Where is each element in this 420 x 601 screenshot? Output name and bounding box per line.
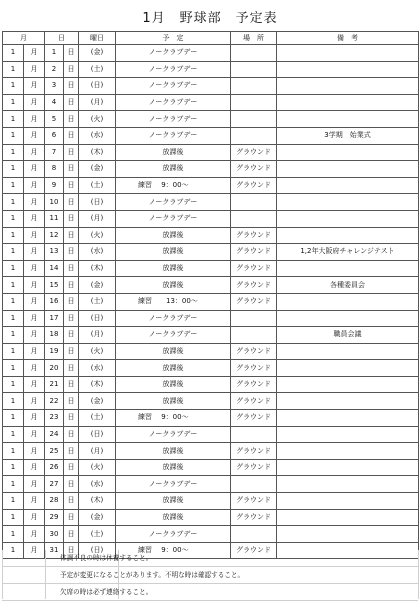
month-cell: 1 xyxy=(3,509,24,526)
plan-cell: ノークラブデー xyxy=(116,61,231,78)
day-unit-cell: 日 xyxy=(64,78,79,95)
place-cell: グラウンド xyxy=(231,393,277,410)
month-cell: 1 xyxy=(3,327,24,344)
remark-cell xyxy=(277,227,419,244)
day-unit-cell: 日 xyxy=(64,127,79,144)
remark-cell xyxy=(277,376,419,393)
month-cell: 1 xyxy=(3,194,24,211)
remark-cell xyxy=(277,410,419,427)
remark-cell xyxy=(277,177,419,194)
place-cell: グラウンド xyxy=(231,293,277,310)
day-unit-cell: 日 xyxy=(64,376,79,393)
place-cell: グラウンド xyxy=(231,443,277,460)
weekday-cell: (金) xyxy=(79,509,116,526)
table-row xyxy=(3,144,419,161)
place-cell: グラウンド xyxy=(231,260,277,277)
month-cell: 1 xyxy=(3,542,24,559)
header-plan: 予 定 xyxy=(116,32,231,45)
day-unit-cell: 日 xyxy=(64,509,79,526)
month-unit-cell: 月 xyxy=(24,210,45,227)
day-cell: 5 xyxy=(45,111,64,128)
weekday-cell: (木) xyxy=(79,376,116,393)
day-cell: 6 xyxy=(45,127,64,144)
weekday-cell: (月) xyxy=(79,210,116,227)
month-unit-cell: 月 xyxy=(24,393,45,410)
month-unit-cell: 月 xyxy=(24,227,45,244)
month-unit-cell: 月 xyxy=(24,426,45,443)
plan-cell: 放課後 xyxy=(116,277,231,294)
day-cell: 29 xyxy=(45,509,64,526)
table-row xyxy=(3,111,419,128)
place-cell xyxy=(231,194,277,211)
day-cell: 10 xyxy=(45,194,64,211)
month-cell: 1 xyxy=(3,244,24,261)
place-cell xyxy=(231,78,277,95)
month-unit-cell: 月 xyxy=(24,45,45,62)
plan-cell: 放課後 xyxy=(116,443,231,460)
day-unit-cell: 日 xyxy=(64,443,79,460)
table-header-row xyxy=(3,32,419,45)
month-unit-cell: 月 xyxy=(24,360,45,377)
day-cell: 27 xyxy=(45,476,64,493)
day-unit-cell: 日 xyxy=(64,393,79,410)
day-unit-cell: 日 xyxy=(64,45,79,62)
weekday-cell: (水) xyxy=(79,360,116,377)
day-unit-cell: 日 xyxy=(64,493,79,510)
place-cell: グラウンド xyxy=(231,509,277,526)
header-month: 月 xyxy=(3,32,45,45)
month-cell: 1 xyxy=(3,293,24,310)
day-unit-cell: 日 xyxy=(64,111,79,128)
month-cell: 1 xyxy=(3,443,24,460)
table-row xyxy=(3,94,419,111)
remark-cell xyxy=(277,393,419,410)
day-cell: 4 xyxy=(45,94,64,111)
day-cell: 17 xyxy=(45,310,64,327)
table-row xyxy=(3,61,419,78)
day-unit-cell: 日 xyxy=(64,410,79,427)
month-cell: 1 xyxy=(3,45,24,62)
place-cell xyxy=(231,426,277,443)
day-unit-cell: 日 xyxy=(64,194,79,211)
remark-cell xyxy=(277,45,419,62)
day-cell: 18 xyxy=(45,327,64,344)
weekday-cell: (月) xyxy=(79,94,116,111)
plan-cell: 放課後 xyxy=(116,161,231,178)
weekday-cell: (火) xyxy=(79,459,116,476)
place-cell xyxy=(231,327,277,344)
weekday-cell: (木) xyxy=(79,260,116,277)
weekday-cell: (土) xyxy=(79,410,116,427)
table-row xyxy=(3,376,419,393)
place-cell: グラウンド xyxy=(231,493,277,510)
month-unit-cell: 月 xyxy=(24,293,45,310)
grid-line xyxy=(418,550,419,599)
day-unit-cell: 日 xyxy=(64,210,79,227)
place-cell: グラウンド xyxy=(231,343,277,360)
note-item: 欠席の時は必ず連絡すること。 xyxy=(2,584,418,601)
day-cell: 22 xyxy=(45,393,64,410)
plan-cell: ノークラブデー xyxy=(116,45,231,62)
weekday-cell: (火) xyxy=(79,227,116,244)
day-cell: 26 xyxy=(45,459,64,476)
day-cell: 8 xyxy=(45,161,64,178)
month-unit-cell: 月 xyxy=(24,327,45,344)
place-cell: グラウンド xyxy=(231,459,277,476)
plan-cell: ノークラブデー xyxy=(116,426,231,443)
month-cell: 1 xyxy=(3,410,24,427)
header-weekday: 曜日 xyxy=(79,32,116,45)
remark-cell xyxy=(277,343,419,360)
table-row xyxy=(3,260,419,277)
place-cell: グラウンド xyxy=(231,144,277,161)
month-cell: 1 xyxy=(3,78,24,95)
day-unit-cell: 日 xyxy=(64,227,79,244)
plan-cell: 放課後 xyxy=(116,509,231,526)
table-row xyxy=(3,45,419,62)
weekday-cell: (金) xyxy=(79,393,116,410)
day-unit-cell: 日 xyxy=(64,426,79,443)
day-cell: 14 xyxy=(45,260,64,277)
month-unit-cell: 月 xyxy=(24,526,45,543)
month-unit-cell: 月 xyxy=(24,244,45,261)
day-unit-cell: 日 xyxy=(64,260,79,277)
remark-cell xyxy=(277,144,419,161)
weekday-cell: (水) xyxy=(79,244,116,261)
plan-cell: 練習 13：00～ xyxy=(116,293,231,310)
place-cell xyxy=(231,111,277,128)
month-cell: 1 xyxy=(3,61,24,78)
weekday-cell: (土) xyxy=(79,61,116,78)
month-unit-cell: 月 xyxy=(24,177,45,194)
plan-cell: ノークラブデー xyxy=(116,526,231,543)
table-row xyxy=(3,293,419,310)
month-cell: 1 xyxy=(3,360,24,377)
month-cell: 1 xyxy=(3,343,24,360)
place-cell xyxy=(231,310,277,327)
month-unit-cell: 月 xyxy=(24,277,45,294)
header-day: 日 xyxy=(45,32,79,45)
day-unit-cell: 日 xyxy=(64,343,79,360)
header-place: 場 所 xyxy=(231,32,277,45)
day-unit-cell: 日 xyxy=(64,327,79,344)
place-cell xyxy=(231,94,277,111)
day-unit-cell: 日 xyxy=(64,61,79,78)
day-unit-cell: 日 xyxy=(64,161,79,178)
month-cell: 1 xyxy=(3,177,24,194)
remark-cell xyxy=(277,493,419,510)
day-unit-cell: 日 xyxy=(64,459,79,476)
month-unit-cell: 月 xyxy=(24,111,45,128)
table-row xyxy=(3,227,419,244)
day-cell: 30 xyxy=(45,526,64,543)
day-unit-cell: 日 xyxy=(64,277,79,294)
remark-cell: 職員会議 xyxy=(277,327,419,344)
month-unit-cell: 月 xyxy=(24,443,45,460)
place-cell: グラウンド xyxy=(231,277,277,294)
place-cell: グラウンド xyxy=(231,161,277,178)
weekday-cell: (火) xyxy=(79,111,116,128)
table-row xyxy=(3,426,419,443)
month-unit-cell: 月 xyxy=(24,493,45,510)
month-cell: 1 xyxy=(3,277,24,294)
remark-cell xyxy=(277,94,419,111)
weekday-cell: (金) xyxy=(79,45,116,62)
schedule-table xyxy=(2,31,419,559)
place-cell xyxy=(231,476,277,493)
weekday-cell: (土) xyxy=(79,526,116,543)
weekday-cell: (日) xyxy=(79,426,116,443)
day-unit-cell: 日 xyxy=(64,542,79,559)
day-cell: 12 xyxy=(45,227,64,244)
day-cell: 2 xyxy=(45,61,64,78)
table-row xyxy=(3,194,419,211)
plan-cell: 放課後 xyxy=(116,393,231,410)
remark-cell xyxy=(277,161,419,178)
month-cell: 1 xyxy=(3,161,24,178)
plan-cell: 放課後 xyxy=(116,343,231,360)
plan-cell: 練習 9：00～ xyxy=(116,542,231,559)
day-cell: 23 xyxy=(45,410,64,427)
day-cell: 21 xyxy=(45,376,64,393)
plan-cell: 放課後 xyxy=(116,244,231,261)
plan-cell: ノークラブデー xyxy=(116,111,231,128)
plan-cell: ノークラブデー xyxy=(116,476,231,493)
place-cell xyxy=(231,210,277,227)
table-row xyxy=(3,410,419,427)
month-unit-cell: 月 xyxy=(24,194,45,211)
place-cell: グラウンド xyxy=(231,227,277,244)
table-row xyxy=(3,244,419,261)
month-cell: 1 xyxy=(3,260,24,277)
remark-cell xyxy=(277,459,419,476)
day-cell: 11 xyxy=(45,210,64,227)
remark-cell xyxy=(277,210,419,227)
plan-cell: 練習 9：00～ xyxy=(116,410,231,427)
weekday-cell: (日) xyxy=(79,78,116,95)
day-cell: 20 xyxy=(45,360,64,377)
table-row xyxy=(3,476,419,493)
table-row xyxy=(3,78,419,95)
month-cell: 1 xyxy=(3,459,24,476)
remark-cell xyxy=(277,310,419,327)
place-cell: グラウンド xyxy=(231,244,277,261)
place-cell xyxy=(231,127,277,144)
table-row xyxy=(3,526,419,543)
weekday-cell: (金) xyxy=(79,277,116,294)
day-cell: 28 xyxy=(45,493,64,510)
plan-cell: 放課後 xyxy=(116,260,231,277)
weekday-cell: (土) xyxy=(79,293,116,310)
remark-cell xyxy=(277,509,419,526)
table-row xyxy=(3,360,419,377)
table-row xyxy=(3,177,419,194)
day-cell: 25 xyxy=(45,443,64,460)
month-cell: 1 xyxy=(3,526,24,543)
place-cell xyxy=(231,45,277,62)
day-unit-cell: 日 xyxy=(64,94,79,111)
remark-cell xyxy=(277,476,419,493)
plan-cell: ノークラブデー xyxy=(116,327,231,344)
page-title: 1月 野球部 予定表 xyxy=(142,11,278,26)
weekday-cell: (金) xyxy=(79,161,116,178)
day-unit-cell: 日 xyxy=(64,310,79,327)
month-cell: 1 xyxy=(3,310,24,327)
table-row xyxy=(3,443,419,460)
month-unit-cell: 月 xyxy=(24,376,45,393)
weekday-cell: (水) xyxy=(79,476,116,493)
month-unit-cell: 月 xyxy=(24,61,45,78)
month-unit-cell: 月 xyxy=(24,476,45,493)
month-unit-cell: 月 xyxy=(24,94,45,111)
month-unit-cell: 月 xyxy=(24,509,45,526)
plan-cell: ノークラブデー xyxy=(116,78,231,95)
day-unit-cell: 日 xyxy=(64,144,79,161)
plan-cell: 放課後 xyxy=(116,144,231,161)
table-row xyxy=(3,459,419,476)
weekday-cell: (水) xyxy=(79,127,116,144)
weekday-cell: (木) xyxy=(79,144,116,161)
remark-cell xyxy=(277,293,419,310)
weekday-cell: (月) xyxy=(79,443,116,460)
month-unit-cell: 月 xyxy=(24,260,45,277)
plan-cell: 放課後 xyxy=(116,459,231,476)
place-cell: グラウンド xyxy=(231,410,277,427)
notes-section xyxy=(2,550,418,601)
table-row xyxy=(3,509,419,526)
table-row xyxy=(3,127,419,144)
plan-cell: ノークラブデー xyxy=(116,127,231,144)
day-unit-cell: 日 xyxy=(64,526,79,543)
table-row xyxy=(3,343,419,360)
month-cell: 1 xyxy=(3,127,24,144)
remark-cell xyxy=(277,426,419,443)
remark-cell: 3学期 始業式 xyxy=(277,127,419,144)
place-cell: グラウンド xyxy=(231,360,277,377)
month-cell: 1 xyxy=(3,227,24,244)
remark-cell: 1,2年大阪府チャレンジテスト xyxy=(277,244,419,261)
weekday-cell: (木) xyxy=(79,493,116,510)
day-unit-cell: 日 xyxy=(64,360,79,377)
remark-cell xyxy=(277,111,419,128)
note-item: 予定が変更になることがあります。不明な時は確認すること。 xyxy=(2,567,418,584)
weekday-cell: (日) xyxy=(79,194,116,211)
day-cell: 7 xyxy=(45,144,64,161)
day-cell: 9 xyxy=(45,177,64,194)
weekday-cell: (日) xyxy=(79,310,116,327)
day-cell: 31 xyxy=(45,542,64,559)
remark-cell xyxy=(277,194,419,211)
day-unit-cell: 日 xyxy=(64,177,79,194)
month-unit-cell: 月 xyxy=(24,410,45,427)
remark-cell xyxy=(277,526,419,543)
remark-cell xyxy=(277,443,419,460)
month-unit-cell: 月 xyxy=(24,459,45,476)
day-unit-cell: 日 xyxy=(64,293,79,310)
weekday-cell: (月) xyxy=(79,327,116,344)
table-row xyxy=(3,493,419,510)
table-row xyxy=(3,393,419,410)
month-cell: 1 xyxy=(3,210,24,227)
day-unit-cell: 日 xyxy=(64,244,79,261)
day-cell: 19 xyxy=(45,343,64,360)
plan-cell: 放課後 xyxy=(116,227,231,244)
place-cell: グラウンド xyxy=(231,376,277,393)
plan-cell: 放課後 xyxy=(116,376,231,393)
table-row xyxy=(3,327,419,344)
place-cell: グラウンド xyxy=(231,542,277,559)
plan-cell: ノークラブデー xyxy=(116,310,231,327)
place-cell xyxy=(231,526,277,543)
day-unit-cell: 日 xyxy=(64,476,79,493)
plan-cell: 放課後 xyxy=(116,360,231,377)
place-cell: グラウンド xyxy=(231,177,277,194)
plan-cell: 練習 9：00～ xyxy=(116,177,231,194)
plan-cell: ノークラブデー xyxy=(116,194,231,211)
month-cell: 1 xyxy=(3,376,24,393)
table-row xyxy=(3,210,419,227)
table-row xyxy=(3,277,419,294)
month-unit-cell: 月 xyxy=(24,161,45,178)
place-cell xyxy=(231,61,277,78)
month-unit-cell: 月 xyxy=(24,78,45,95)
remark-cell: 各種委員会 xyxy=(277,277,419,294)
month-unit-cell: 月 xyxy=(24,127,45,144)
month-unit-cell: 月 xyxy=(24,343,45,360)
remark-cell xyxy=(277,260,419,277)
note-item: 体調不良の時は休養すること。 xyxy=(2,550,418,567)
month-unit-cell: 月 xyxy=(24,542,45,559)
month-cell: 1 xyxy=(3,493,24,510)
remark-cell xyxy=(277,360,419,377)
day-cell: 1 xyxy=(45,45,64,62)
month-unit-cell: 月 xyxy=(24,144,45,161)
day-cell: 3 xyxy=(45,78,64,95)
day-cell: 16 xyxy=(45,293,64,310)
remark-cell xyxy=(277,61,419,78)
day-cell: 13 xyxy=(45,244,64,261)
plan-cell: ノークラブデー xyxy=(116,94,231,111)
month-cell: 1 xyxy=(3,426,24,443)
table-row xyxy=(3,310,419,327)
plan-cell: ノークラブデー xyxy=(116,210,231,227)
plan-cell: 放課後 xyxy=(116,493,231,510)
weekday-cell: (火) xyxy=(79,343,116,360)
remark-cell xyxy=(277,78,419,95)
month-unit-cell: 月 xyxy=(24,310,45,327)
month-cell: 1 xyxy=(3,144,24,161)
table-row xyxy=(3,161,419,178)
header-remarks: 備 考 xyxy=(277,32,419,45)
weekday-cell: (土) xyxy=(79,177,116,194)
day-cell: 15 xyxy=(45,277,64,294)
month-cell: 1 xyxy=(3,111,24,128)
month-cell: 1 xyxy=(3,393,24,410)
month-cell: 1 xyxy=(3,94,24,111)
day-cell: 24 xyxy=(45,426,64,443)
month-cell: 1 xyxy=(3,476,24,493)
weekday-cell: (日) xyxy=(79,542,116,559)
